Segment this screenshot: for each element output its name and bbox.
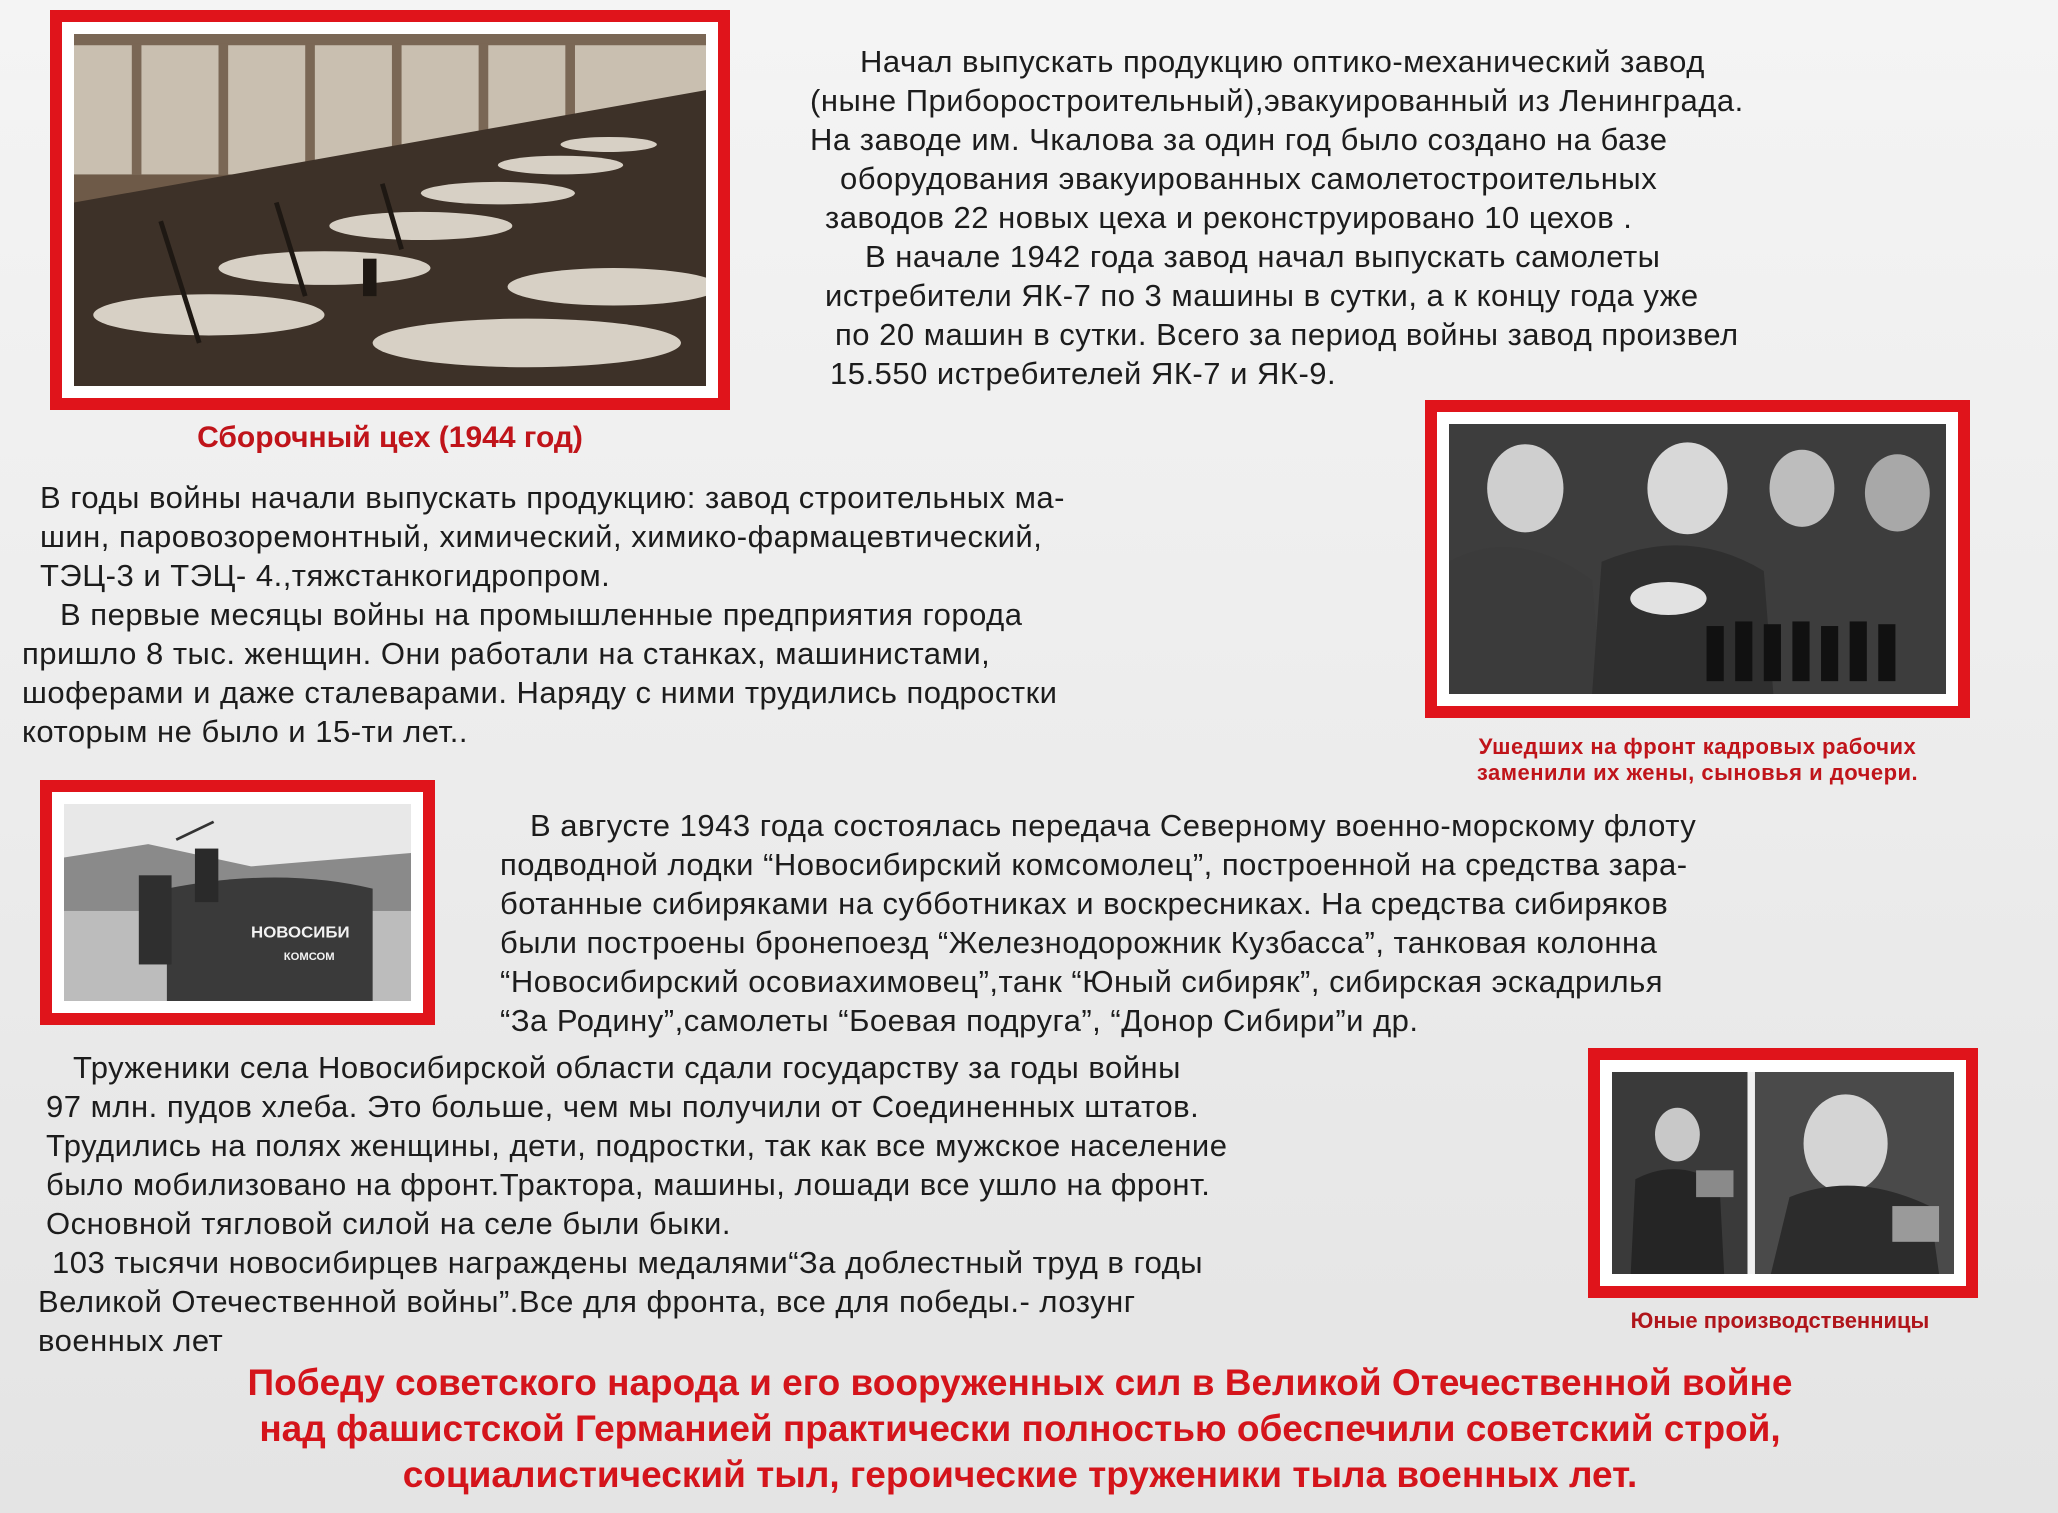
workers-image	[1449, 424, 1946, 694]
text-line: 15.550 истребителей ЯК-7 и ЯК-9.	[830, 356, 1337, 391]
text-line: были построены бронепоезд “Железнодорожник Кузбасса”, танковая колонна	[500, 925, 1658, 960]
text-line: (ныне Приборостроительный),эвакуированный из Ленинграда.	[810, 83, 1744, 118]
text-line: Основной тягловой силой на селе были быки.	[46, 1206, 731, 1241]
text-line: шин, паровозоремонтный, химический, химико-фармацевтический,	[40, 519, 1043, 554]
text-line: которым не было и 15-ти лет..	[22, 714, 468, 749]
text-line: В первые месяцы войны на промышленные предприятия города	[60, 597, 1023, 632]
text-line: В годы войны начали выпускать продукцию: завод строительных ма-	[40, 480, 1065, 515]
slogan-line: Победу советского народа и его вооруженных сил в Великой Отечественной войне	[247, 1362, 1793, 1403]
young-workers-image	[1612, 1072, 1954, 1274]
text-line: Великой Отечественной войны”.Все для фронта, все для победы.- лозунг	[38, 1284, 1136, 1319]
text-line: военных лет	[38, 1323, 224, 1358]
submarine-hull-text: КОМСОМ	[283, 951, 335, 963]
slogan-line: социалистический тыл, героические труженики тыла военных лет.	[402, 1454, 1638, 1495]
text-line: Трудились на полях женщины, дети, подростки, так как все мужское население	[46, 1128, 1228, 1163]
text-line: оборудования эвакуированных самолетостроительных	[840, 161, 1658, 196]
text-line: ботанные сибиряками на субботниках и воскресниках. На средства сибиряков	[500, 886, 1669, 921]
submarine-image	[64, 804, 411, 1001]
text-block-village-workers	[38, 1048, 1538, 1360]
submarine-photo	[40, 780, 435, 1025]
text-line: Начал выпускать продукцию оптико-механический завод	[860, 44, 1705, 79]
text-line: 97 млн. пудов хлеба. Это больше, чем мы получили от Соединенных штатов.	[46, 1089, 1200, 1124]
assembly-shop-photo	[50, 10, 730, 410]
text-line: заводов 22 новых цеха и реконструировано 10 цехов .	[825, 200, 1633, 235]
text-line: подводной лодки “Новосибирский комсомолец”, построенной на средства зара-	[500, 847, 1688, 882]
text-line: ТЭЦ-3 и ТЭЦ- 4.,тяжстанкогидропром.	[40, 558, 611, 593]
workers-caption-line: Ушедших на фронт кадровых рабочих	[1478, 734, 1917, 759]
slogan-line: над фашистской Германией практически полностью обеспечили советский строй,	[259, 1408, 1781, 1449]
assembly-shop-image	[74, 34, 706, 386]
text-line: пришло 8 тыс. женщин. Они работали на станках, машинистами,	[22, 636, 991, 671]
text-line: В начале 1942 года завод начал выпускать самолеты	[865, 239, 1661, 274]
text-line: шоферами и даже сталеварами. Наряду с ними трудились подростки	[22, 675, 1058, 710]
text-line: истребители ЯК-7 по 3 машины в сутки, а к концу года уже	[825, 278, 1699, 313]
text-line: было мобилизовано на фронт.Трактора, машины, лошади все ушло на фронт.	[46, 1167, 1211, 1202]
text-block-wartime-industry	[22, 478, 1332, 751]
text-line: по 20 машин в сутки. Всего за период войны завод произвел	[835, 317, 1739, 352]
text-line: На заводе им. Чкалова за один год было создано на базе	[810, 122, 1668, 157]
text-line: “За Родину”,самолеты “Боевая подруга”, “Донор Сибири”и др.	[500, 1003, 1419, 1038]
workers-caption-line: заменили их жены, сыновья и дочери.	[1476, 760, 1919, 786]
submarine-hull-text: НОВОСИБИ	[251, 924, 350, 942]
text-line: Труженики села Новосибирской области сдали государству за годы войны	[73, 1050, 1181, 1085]
text-line: “Новосибирский осовиахимовец”,танк “Юный сибиряк”, сибирская эскадрилья	[500, 964, 1664, 999]
assembly-shop-caption: Сборочный цех (1944 год)	[197, 421, 583, 454]
closing-slogan	[20, 1360, 2020, 1498]
workers-caption	[1395, 734, 2000, 787]
text-block-aircraft-plant	[810, 42, 2025, 393]
text-line: 103 тысячи новосибирцев награждены медалями“За доблестный труд в годы	[52, 1245, 1204, 1280]
young-workers-photo	[1588, 1048, 1978, 1298]
text-block-submarine	[500, 806, 2015, 1040]
workers-photo	[1425, 400, 1970, 718]
young-workers-caption: Юные производственницы	[1630, 1308, 1930, 1333]
text-line: В августе 1943 года состоялась передача Северному военно-морскому флоту	[530, 808, 1697, 843]
